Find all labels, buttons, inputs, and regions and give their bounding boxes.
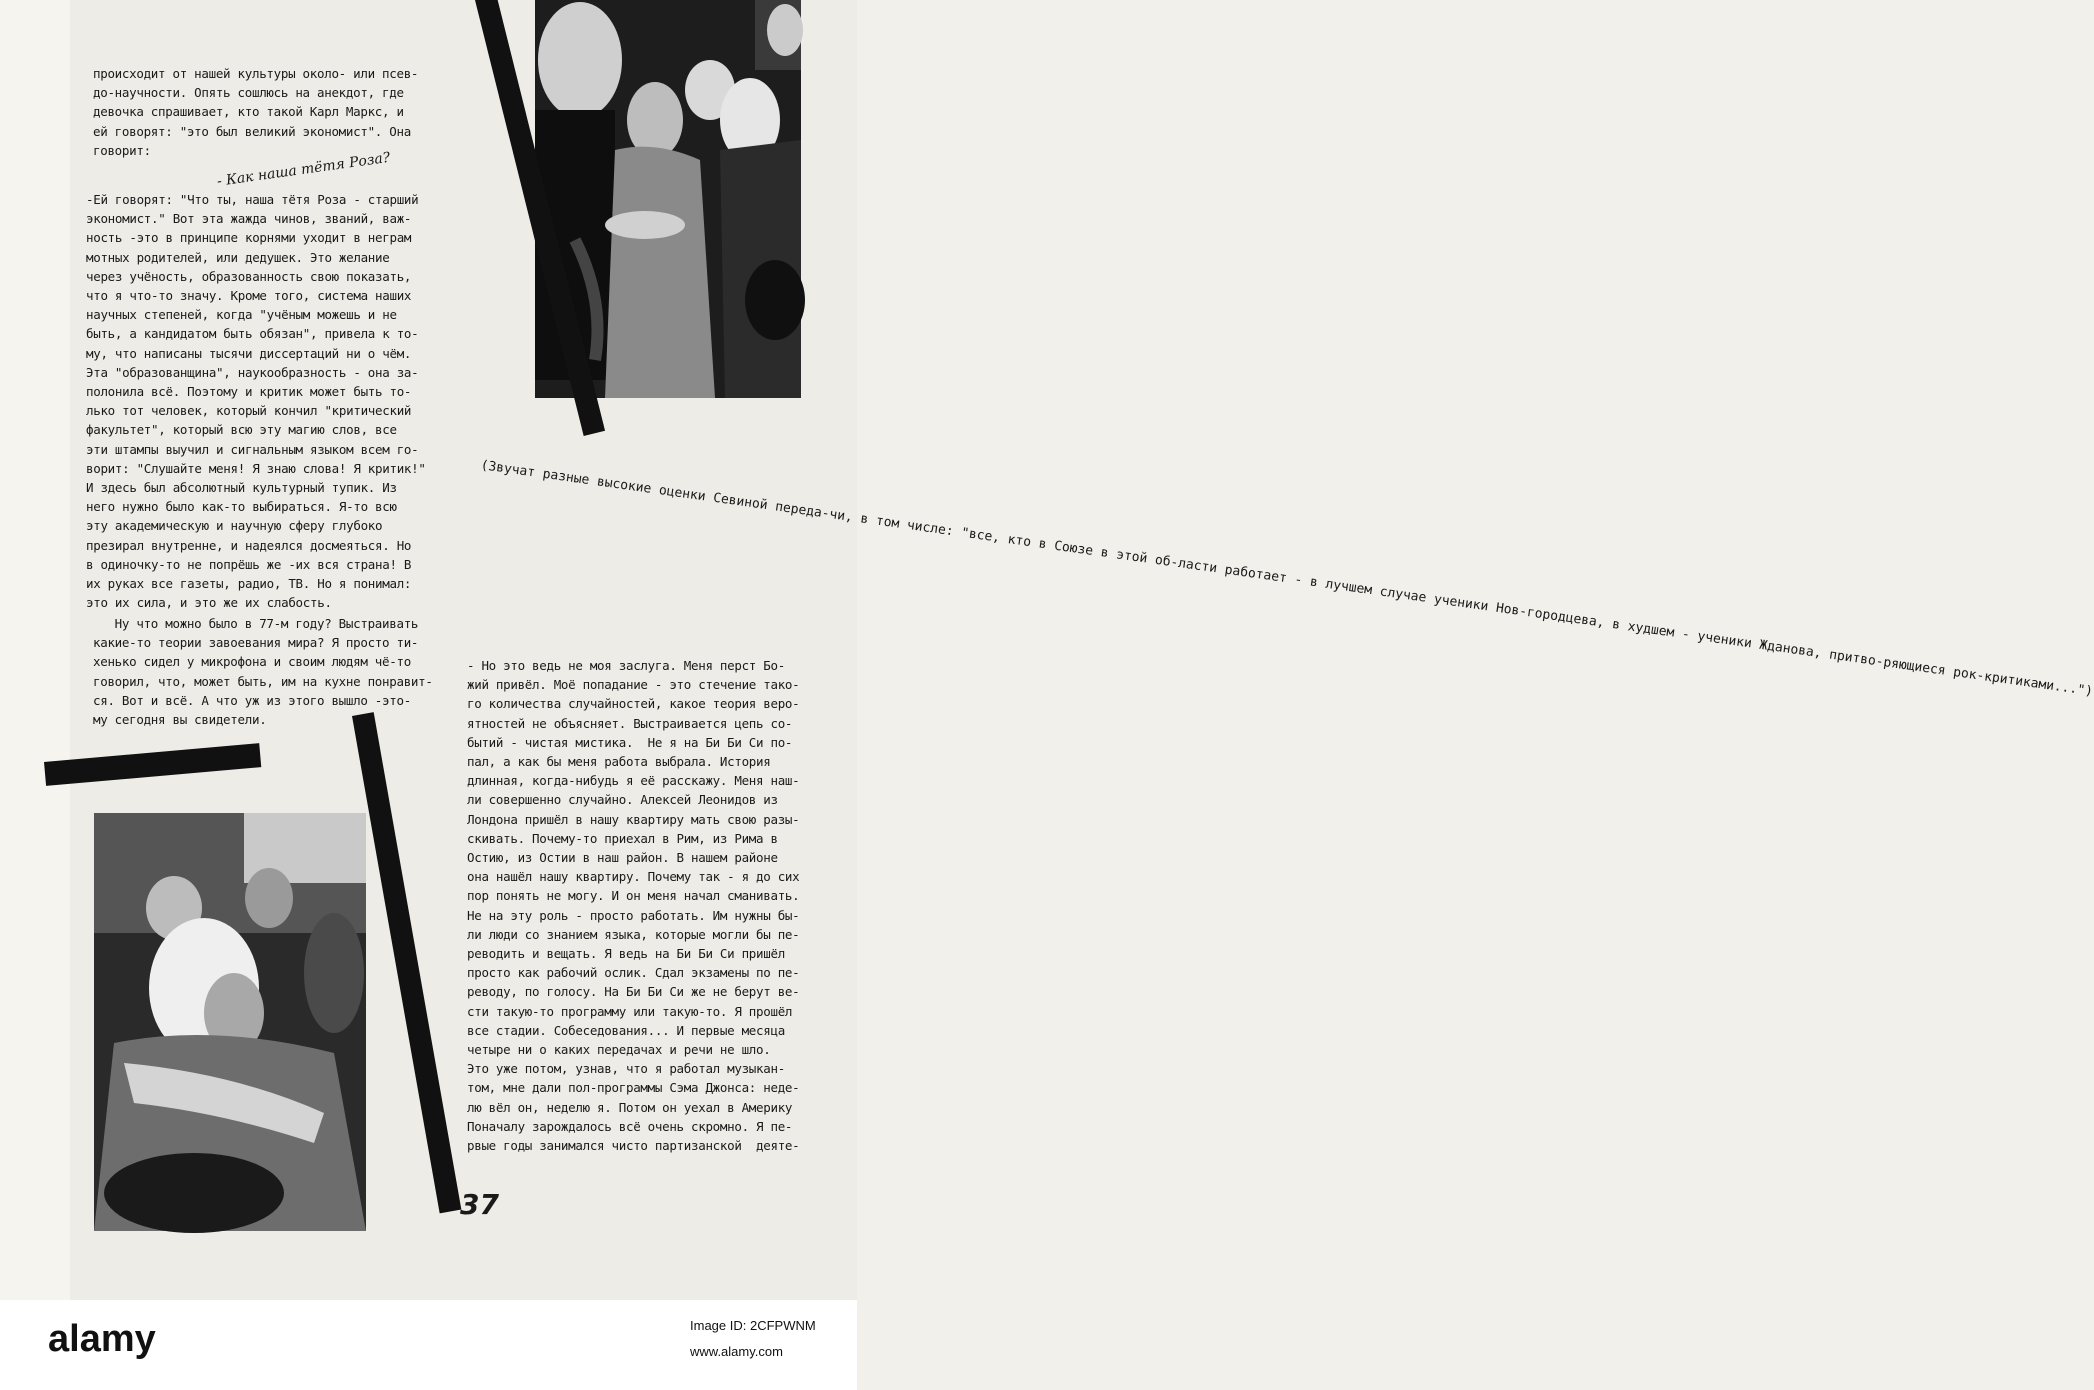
text-line: просто как рабочий ослик. Сдал экзамены по пе-	[467, 965, 800, 981]
text-line: Остию, из Остии в наш район. В нашем районе	[467, 850, 778, 866]
text-line: му сегодня вы свидетели.	[93, 712, 267, 728]
text-line: -Ей говорят: "Что ты, наша тётя Роза - старший	[86, 192, 419, 207]
text-line: что я что-то значу. Кроме того, система наших	[86, 288, 412, 304]
text-line: го количества случайностей, какое теория веро-	[467, 696, 800, 712]
text-line: хенько сидел у микрофона и своим людям чё-то	[93, 654, 411, 670]
text-line: ли люди со знанием языка, которые могли бы пе-	[467, 926, 800, 942]
site-url: www.alamy.com	[690, 1344, 783, 1359]
text-line: ворит: "Слушайте меня! Я знаю слова! Я критик!"	[86, 460, 426, 476]
text-line: через учёность, образованность свою показать,	[86, 268, 412, 284]
crowd-photo	[94, 813, 366, 1231]
text-line: него нужно было как-то выбираться. Я-то всю	[86, 499, 397, 515]
text-line: скивать. Почему-то приехал в Рим, из Рима в	[467, 830, 778, 846]
text-line: полонила всё. Поэтому и критик может быть то-	[86, 384, 412, 400]
caption-line: (Звучат разные высокие оценки Севиной переда-	[479, 457, 831, 522]
text-line: быть, а кандидатом быть обязан", привела к то-	[86, 326, 419, 342]
text-line: том, мне дали пол-программы Сэма Джонса: неде-	[467, 1080, 800, 1096]
text-line: му, что написаны тысячи диссертаций ни о чём.	[86, 345, 412, 361]
page-number: 37	[460, 1188, 499, 1221]
text-line: научных степеней, когда "учёным можешь и не	[86, 307, 397, 323]
text-line: лю вёл он, неделю я. Потом он уехал в Америку	[467, 1099, 793, 1115]
caption-line: чи, в том числе: "все, кто в Союзе в этой об-	[828, 506, 1180, 571]
caption-line: ряющиеся рок-критиками...")	[1882, 655, 2094, 700]
text-line: рвые годы занимался чисто партизанской деяте-	[467, 1138, 800, 1154]
text-line: в одиночку-то не попрёшь же -их вся страна! В	[86, 556, 412, 572]
text-line: экономист." Вот эта жажда чинов, званий, важ-	[86, 211, 412, 227]
page-margin	[0, 0, 70, 1300]
text-line: их руках все газеты, радио, ТВ. Но я понимал:	[86, 576, 412, 592]
text-line: И здесь был абсолютный культурный тупик. Из	[86, 480, 397, 496]
caption-line: городцева, в худшем - ученики Жданова, притво-	[1525, 605, 1885, 670]
black-tape-strip-3	[352, 712, 461, 1213]
text-line: мотных родителей, или дедушек. Это желание	[86, 249, 390, 265]
text-line: происходит от нашей культуры около- или псев-	[93, 66, 419, 81]
text-line: пал, а как бы меня работа выбрала. История	[467, 754, 771, 770]
text-line: говорил, что, может быть, им на кухне понравит-	[93, 673, 433, 689]
caption-line: ласти работает - в лучшем случае ученики Нов-	[1177, 556, 1529, 620]
text-line: какие-то теории завоевания мира? Я просто ти-	[93, 635, 419, 651]
text-line: четыре ни о каких передачах и речи не шло.	[467, 1042, 771, 1058]
text-line: говорит:	[93, 142, 151, 158]
text-line: все стадии. Собеседования... И первые месяца	[467, 1022, 785, 1038]
text-line: девочка спрашивает, кто такой Карл Маркс, и	[93, 104, 404, 120]
text-line: - Но это ведь не моя заслуга. Меня перст Бо-	[467, 658, 785, 673]
text-line: жий привёл. Моё попадание - это стечение тако-	[467, 677, 800, 693]
text-line: ли совершенно случайно. Алексей Леонидов из	[467, 792, 778, 808]
left-column-text-2	[86, 190, 426, 612]
text-line: Поначалу зарождалось всё очень скромно. Я пе-	[467, 1118, 793, 1134]
text-line: Это уже потом, узнав, что я работал музыкан-	[467, 1061, 785, 1077]
text-line: она нашёл нашу квартиру. Почему так - я до сих	[467, 869, 800, 885]
image-id: Image ID: 2CFPWNM	[690, 1318, 816, 1333]
text-line: эту академическую и научную сферу глубоко	[86, 518, 383, 534]
text-line: эти штампы выучил и сигнальным языком всем го-	[86, 441, 419, 457]
text-line: ся. Вот и всё. А что уж из этого вышло -это-	[93, 692, 411, 708]
left-column-text	[93, 64, 418, 160]
black-tape-strip-2	[44, 743, 261, 786]
right-column-text	[467, 656, 799, 1155]
text-line: Не на эту роль - просто работать. Им нужны бы-	[467, 907, 800, 923]
text-line: длинная, когда-нибудь я её расскажу. Меня наш-	[467, 773, 800, 789]
text-line: Эта "образованщина", наукообразность - она за-	[86, 364, 419, 380]
alamy-logo: alamy	[48, 1318, 156, 1360]
text-line: это их сила, и это же их слабость.	[86, 595, 332, 611]
text-line: реводу, по голосу. На Би Би Си же не берут ве-	[467, 984, 800, 1000]
text-line: сти такую-то программу или такую-то. Я прошёл	[467, 1003, 793, 1019]
text-line: ятностей не объясняет. Выстраивается цепь со-	[467, 715, 793, 731]
text-line: пор понять не могу. И он меня начал сманивать.	[467, 888, 800, 904]
text-line: ей говорят: "это был великий экономист". Она	[93, 123, 411, 139]
text-line: факультет", который всю эту магию слов, все	[86, 422, 397, 438]
text-line: бытий - чистая мистика. Не я на Би Би Си по-	[467, 734, 793, 750]
text-line: Ну что можно было в 77-м году? Выстраивать	[93, 616, 419, 631]
left-column-text-3	[93, 614, 433, 729]
text-line: реводить и вещать. Я ведь на Би Би Си пришёл	[467, 946, 785, 962]
text-line: презирал внутренне, и надеялся досмеяться. Но	[86, 537, 412, 553]
text-line: Лондона пришёл в нашу квартиру мать свою разы-	[467, 811, 800, 827]
watermark-footer	[0, 1300, 857, 1390]
text-line: лько тот человек, который кончил "критический	[86, 403, 412, 419]
handwritten-quote: - Как наша тётя Роза?	[216, 149, 392, 190]
text-line: ность -это в принципе корнями уходит в неграм	[86, 230, 412, 246]
text-line: до-научности. Опять сошлюсь на анекдот, где	[93, 85, 404, 101]
